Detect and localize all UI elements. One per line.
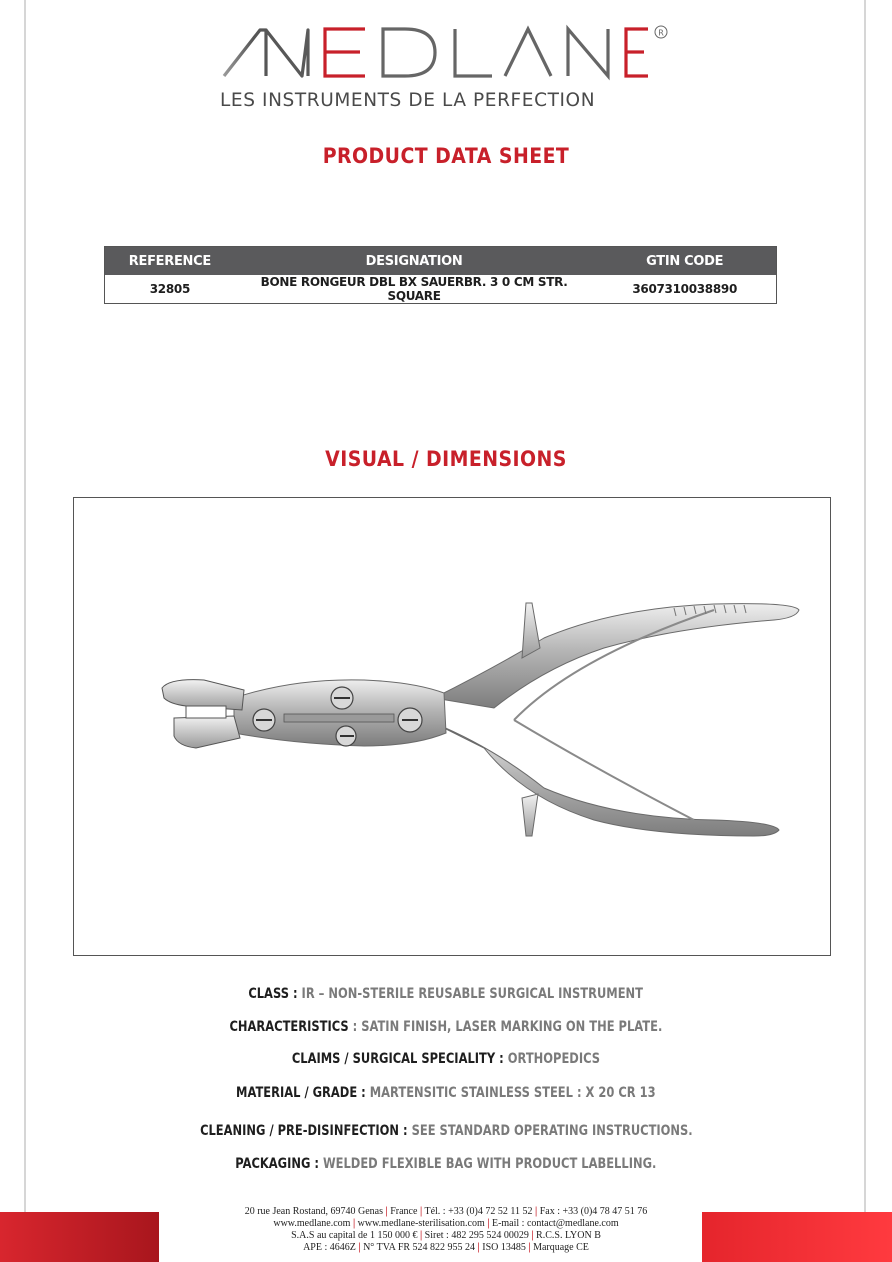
footer-separator: | xyxy=(419,1206,423,1217)
spec-value: SEE STANDARD OPERATING INSTRUCTIONS. xyxy=(407,1123,693,1139)
spec-value: IR – NON-STERILE REUSABLE SURGICAL INSTRUMENT xyxy=(297,986,644,1002)
footer-ce: Marquage CE xyxy=(533,1242,589,1253)
spec-packaging xyxy=(0,1156,892,1172)
header-designation: DESIGNATION xyxy=(235,247,594,276)
spec-label: CHARACTERISTICS xyxy=(229,1019,349,1035)
spec-label: CLEANING / PRE-DISINFECTION : xyxy=(199,1123,408,1139)
spec-label: PACKAGING : xyxy=(235,1156,320,1172)
spec-value: ORTHOPEDICS xyxy=(503,1051,601,1067)
spec-material xyxy=(0,1085,892,1101)
footer-line-4 xyxy=(0,1242,892,1254)
footer-separator: | xyxy=(531,1230,534,1241)
footer-rcs: R.C.S. LYON B xyxy=(536,1230,601,1241)
footer-separator: | xyxy=(477,1242,480,1253)
footer-separator: | xyxy=(358,1242,361,1253)
spec-label: MATERIAL / GRADE : xyxy=(236,1085,366,1101)
footer-separator: | xyxy=(419,1230,423,1241)
header-gtin-code: GTIN CODE xyxy=(593,247,776,276)
spec-cleaning xyxy=(0,1123,892,1139)
registered-mark: R xyxy=(658,28,664,38)
footer-line-1 xyxy=(0,1206,892,1218)
table-row xyxy=(105,275,777,304)
footer-capital: S.A.S au capital de 1 150 000 € xyxy=(291,1230,418,1241)
footer-siret: Siret : 482 295 524 00029 xyxy=(424,1230,529,1241)
spec-label: CLASS : xyxy=(248,986,298,1002)
product-image-frame xyxy=(73,497,831,956)
footer-separator: | xyxy=(535,1206,538,1217)
footer-separator: | xyxy=(385,1206,388,1217)
brand-tagline: LES INSTRUMENTS DE LA PERFECTION xyxy=(220,90,596,111)
reference-table xyxy=(104,246,777,304)
footer-site-2[interactable]: www.medlane-sterilisation.com xyxy=(357,1218,485,1229)
visual-dimensions-heading: VISUAL / DIMENSIONS xyxy=(325,447,567,471)
medlane-logo-icon xyxy=(220,20,672,90)
footer-fax: Fax : +33 (0)4 78 47 51 76 xyxy=(539,1206,648,1217)
footer-separator: | xyxy=(487,1218,490,1229)
footer-address: 20 rue Jean Rostand, 69740 Genas xyxy=(244,1206,384,1217)
footer-contact xyxy=(0,1206,892,1254)
footer-line-2 xyxy=(0,1218,892,1230)
cell-reference: 32805 xyxy=(149,282,190,296)
footer-tel: Tél. : +33 (0)4 72 52 11 52 xyxy=(424,1206,533,1217)
spec-value: WELDED FLEXIBLE BAG WITH PRODUCT LABELLING. xyxy=(319,1156,657,1172)
footer-country: France xyxy=(390,1206,418,1217)
cell-designation: BONE RONGEUR DBL BX SAUERBR. 3 0 CM STR. SQUARE xyxy=(260,275,568,303)
footer-ape: APE : 4646Z xyxy=(303,1242,356,1253)
spec-claims xyxy=(0,1051,892,1067)
footer-email[interactable]: E-mail : contact@medlane.com xyxy=(491,1218,619,1229)
bone-rongeur-image xyxy=(74,498,829,954)
footer-iso: ISO 13485 xyxy=(482,1242,526,1253)
spec-value: : SATIN FINISH, LASER MARKING ON THE PLATE. xyxy=(348,1019,663,1035)
cell-gtin-code: 3607310038890 xyxy=(632,282,738,296)
footer-separator: | xyxy=(352,1218,356,1229)
spec-label: CLAIMS / SURGICAL SPECIALITY : xyxy=(291,1051,504,1067)
footer-separator: | xyxy=(528,1242,531,1253)
footer-tva: N° TVA FR 524 822 955 24 xyxy=(363,1242,476,1253)
footer-site-1[interactable]: www.medlane.com xyxy=(273,1218,351,1229)
product-data-sheet-heading: PRODUCT DATA SHEET xyxy=(322,144,570,168)
footer-line-3 xyxy=(0,1230,892,1242)
header-reference: REFERENCE xyxy=(105,247,235,276)
spec-class xyxy=(0,986,892,1002)
spec-characteristics xyxy=(0,1019,892,1035)
table-header-row xyxy=(105,247,777,276)
spec-value: MARTENSITIC STAINLESS STEEL : X 20 CR 13 xyxy=(365,1085,656,1101)
